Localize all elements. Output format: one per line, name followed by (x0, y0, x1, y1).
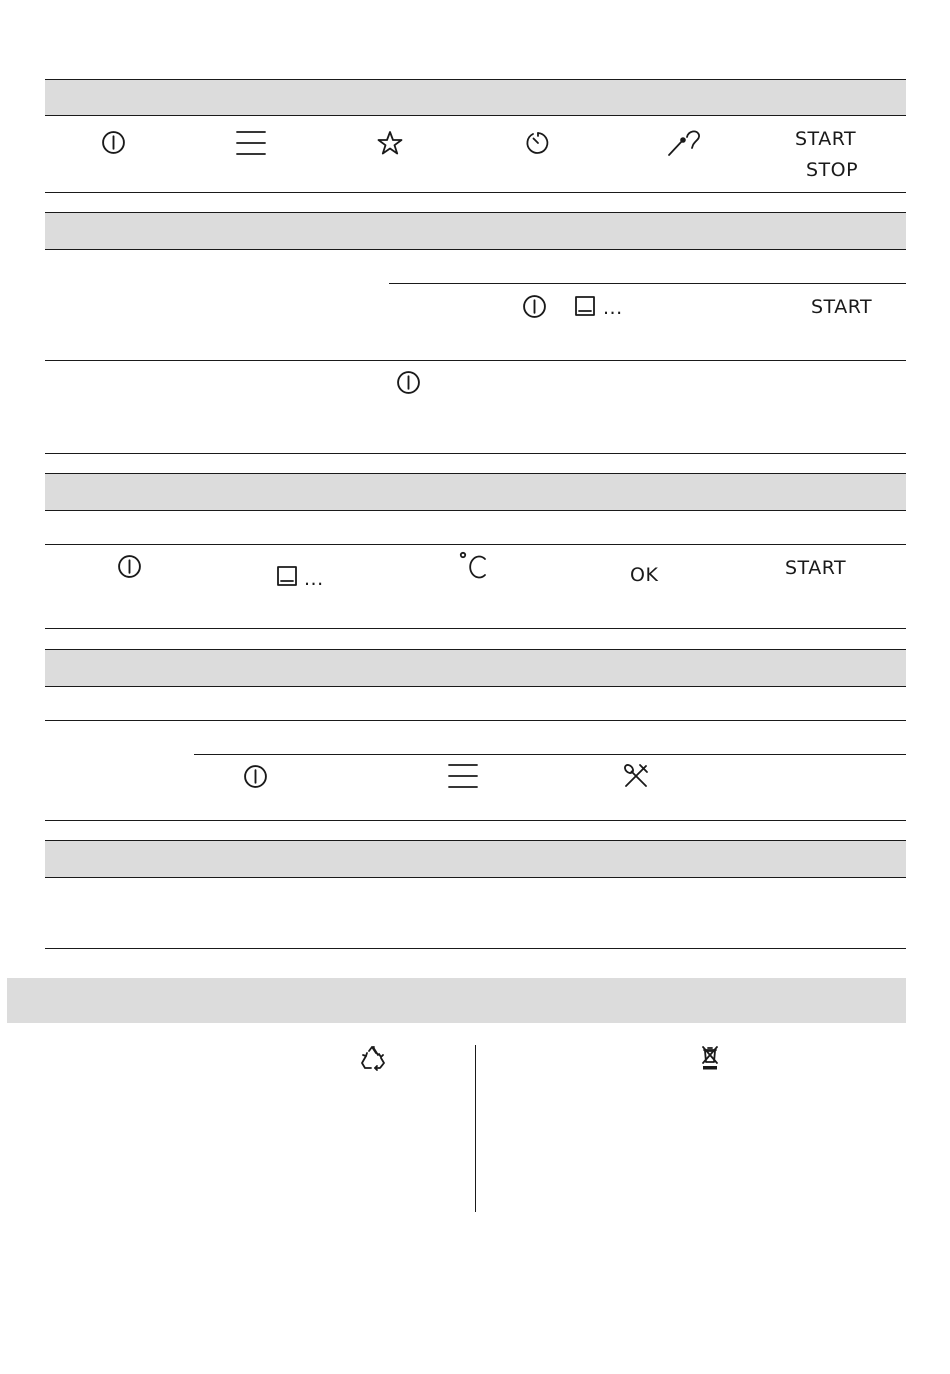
section2-header-top-rule (45, 212, 906, 213)
power-icon (243, 764, 268, 789)
power-icon (117, 554, 142, 579)
oven-function-icon (277, 566, 297, 586)
section5-header-top-rule (45, 840, 906, 841)
celsius-icon (459, 551, 489, 581)
cutlery-icon (623, 763, 649, 789)
section2-row-rule (45, 360, 906, 361)
section1-header-bottom-rule (45, 115, 906, 116)
section4-row-rule (45, 720, 906, 721)
section1-bottom-rule (45, 192, 906, 193)
ok-label: OK (630, 564, 659, 586)
power-icon (396, 370, 421, 395)
timer-icon (525, 130, 551, 156)
section1-header-top-rule (45, 79, 906, 80)
section3-bottom-rule (45, 628, 906, 629)
section3-header-bottom-rule (45, 510, 906, 511)
menu-icon (236, 129, 266, 157)
menu-icon (448, 762, 478, 790)
section2-header-bottom-rule (45, 249, 906, 250)
section4-header-top-rule (45, 649, 906, 650)
section3-header-top-rule (45, 473, 906, 474)
section4-subrow-rule (194, 754, 906, 755)
section4-bottom-rule (45, 820, 906, 821)
section2-subrow-rule (389, 283, 906, 284)
section3-subrow-rule (45, 544, 906, 545)
column-divider (475, 1045, 476, 1212)
environment-header-band (7, 978, 906, 1023)
star-icon (377, 130, 403, 156)
section4-header-bottom-rule (45, 686, 906, 687)
section5-header-bottom-rule (45, 877, 906, 878)
power-icon (522, 294, 547, 319)
section4-header-band (45, 650, 906, 686)
section3-header-band (45, 474, 906, 510)
power-icon (101, 130, 126, 155)
stop-label: STOP (806, 159, 859, 181)
section2-header-band (45, 213, 906, 249)
section2-bottom-rule (45, 453, 906, 454)
start-label: START (795, 128, 857, 150)
crossed-bin-icon (701, 1045, 719, 1071)
section5-header-band (45, 841, 906, 877)
start-label: START (785, 557, 847, 579)
start-label: START (811, 296, 873, 318)
oven-function-icon (575, 296, 595, 316)
ellipsis: ... (304, 568, 324, 590)
ellipsis: ... (603, 297, 623, 319)
section1-header-band (45, 80, 906, 116)
section5-bottom-rule (45, 948, 906, 949)
core-temperature-probe-icon (667, 128, 703, 158)
recycle-icon (359, 1044, 387, 1072)
